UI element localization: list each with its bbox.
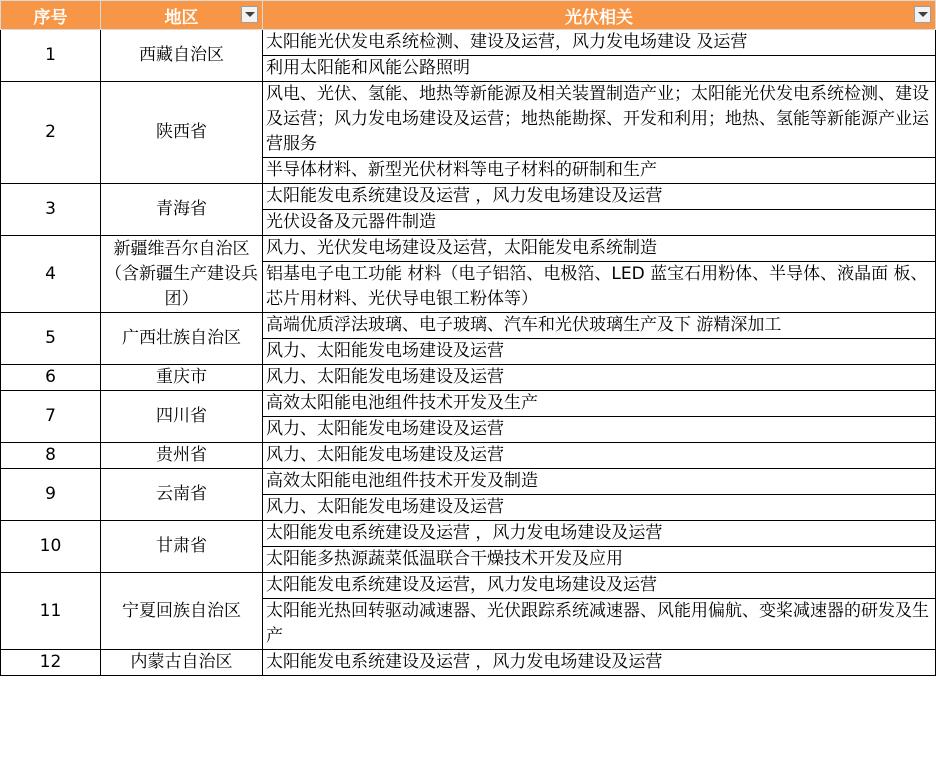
cell-region[interactable]: 甘肃省 (101, 521, 263, 573)
table-row (1, 650, 936, 676)
cell-related[interactable]: 太阳能多热源蔬菜低温联合干燥技术开发及应用 (263, 547, 936, 573)
table-row (1, 573, 936, 599)
cell-seq[interactable]: 6 (1, 365, 101, 391)
cell-related[interactable]: 铝基电子电工功能 材料（电子铝箔、电极箔、LED 蓝宝石用粉体、半导体、液晶面 板、芯片用材料、光伏导电银工粉体等） (263, 262, 936, 313)
cell-related[interactable]: 太阳能发电系统建设及运营 ，风力发电场建设及运营 (263, 521, 936, 547)
cell-seq[interactable]: 11 (1, 573, 101, 650)
cell-related[interactable]: 高效太阳能电池组件技术开发及制造 (263, 469, 936, 495)
cell-related[interactable]: 风力、太阳能发电场建设及运营 (263, 443, 936, 469)
table-row (1, 236, 936, 262)
header-seq[interactable]: 序号 (1, 1, 101, 30)
table-body (1, 30, 936, 676)
cell-related[interactable]: 太阳能发电系统建设及运营 ，风力发电场建设及运营 (263, 184, 936, 210)
header-region[interactable] (101, 1, 263, 30)
table-row (1, 521, 936, 547)
cell-related[interactable]: 太阳能发电系统建设及运营，风力发电场建设及运营 (263, 573, 936, 599)
cell-region[interactable]: 内蒙古自治区 (101, 650, 263, 676)
cell-region[interactable]: 广西壮族自治区 (101, 313, 263, 365)
cell-related[interactable]: 风力、太阳能发电场建设及运营 (263, 339, 936, 365)
table-row (1, 391, 936, 417)
cell-region[interactable]: 新疆维吾尔自治区（含新疆生产建设兵团） (101, 236, 263, 313)
cell-related[interactable]: 高效太阳能电池组件技术开发及生产 (263, 391, 936, 417)
cell-related[interactable]: 利用太阳能和风能公路照明 (263, 56, 936, 82)
cell-seq[interactable]: 12 (1, 650, 101, 676)
cell-seq[interactable]: 10 (1, 521, 101, 573)
cell-related[interactable]: 风力、太阳能发电场建设及运营 (263, 495, 936, 521)
cell-region[interactable]: 陕西省 (101, 82, 263, 184)
cell-region[interactable]: 重庆市 (101, 365, 263, 391)
cell-seq[interactable]: 2 (1, 82, 101, 184)
cell-related[interactable]: 风力、光伏发电场建设及运营，太阳能发电系统制造 (263, 236, 936, 262)
header-related-label: 光伏相关 (565, 7, 633, 28)
table-row (1, 469, 936, 495)
cell-region[interactable]: 云南省 (101, 469, 263, 521)
table-row (1, 82, 936, 158)
cell-seq[interactable]: 4 (1, 236, 101, 313)
header-region-label: 地区 (164, 7, 199, 28)
cell-seq[interactable]: 8 (1, 443, 101, 469)
cell-related[interactable]: 太阳能光伏发电系统检测、建设及运营，风力发电场建设 及运营 (263, 30, 936, 56)
cell-region[interactable]: 四川省 (101, 391, 263, 443)
cell-seq[interactable]: 5 (1, 313, 101, 365)
cell-seq[interactable]: 7 (1, 391, 101, 443)
cell-seq[interactable]: 3 (1, 184, 101, 236)
cell-related[interactable]: 太阳能光热回转驱动减速器、光伏跟踪系统减速器、风能用偏航、变桨减速器的研发及生产 (263, 599, 936, 650)
cell-related[interactable]: 光伏设备及元器件制造 (263, 210, 936, 236)
cell-region[interactable]: 西藏自治区 (101, 30, 263, 82)
cell-related[interactable]: 高端优质浮法玻璃、电子玻璃、汽车和光伏玻璃生产及下 游精深加工 (263, 313, 936, 339)
table-row (1, 365, 936, 391)
cell-region[interactable]: 宁夏回族自治区 (101, 573, 263, 650)
cell-related[interactable]: 太阳能发电系统建设及运营 ，风力发电场建设及运营 (263, 650, 936, 676)
related-filter-dropdown-icon[interactable] (914, 6, 931, 23)
table-row (1, 30, 936, 56)
header-related[interactable] (263, 1, 936, 30)
cell-region[interactable]: 青海省 (101, 184, 263, 236)
cell-related[interactable]: 风电、光伏、氢能、地热等新能源及相关装置制造产业；太阳能光伏发电系统检测、建设及运营；风力发电场建设及运营；地热能勘探、开发和利用；地热、氢能等新能源产业运营服务 (263, 82, 936, 158)
cell-related[interactable]: 半导体材料、新型光伏材料等电子材料的研制和生产 (263, 158, 936, 184)
header-row (1, 1, 936, 30)
table-row (1, 313, 936, 339)
cell-related[interactable]: 风力、太阳能发电场建设及运营 (263, 365, 936, 391)
cell-seq[interactable]: 9 (1, 469, 101, 521)
table-row (1, 443, 936, 469)
table-row (1, 184, 936, 210)
region-filter-dropdown-icon[interactable] (241, 6, 258, 23)
cell-region[interactable]: 贵州省 (101, 443, 263, 469)
cell-seq[interactable]: 1 (1, 30, 101, 82)
cell-related[interactable]: 风力、太阳能发电场建设及运营 (263, 417, 936, 443)
